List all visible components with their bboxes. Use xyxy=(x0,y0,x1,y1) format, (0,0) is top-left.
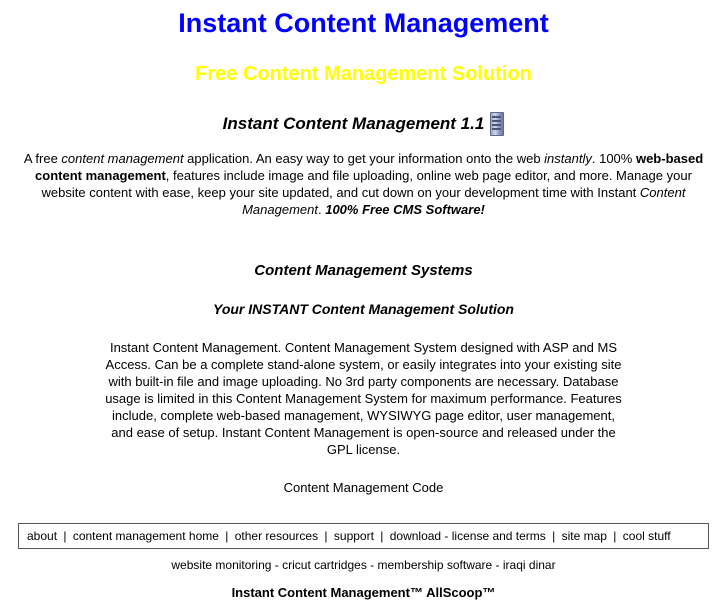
footer-nav-separator: | xyxy=(221,529,232,543)
footer-partner-link[interactable]: iraqi dinar xyxy=(502,558,556,572)
footer-partner-separator: - xyxy=(492,558,503,572)
footer-nav-item[interactable]: about xyxy=(27,529,58,543)
intro-text-5: . xyxy=(317,202,326,217)
server-icon xyxy=(490,112,504,136)
footer-copyright: Instant Content Management™ AllScoop™ xyxy=(231,585,496,600)
footer-nav[interactable] xyxy=(18,523,709,549)
footer-nav-item[interactable]: support xyxy=(333,529,374,543)
footer-nav-separator: | xyxy=(548,529,559,543)
intro-paragraph xyxy=(14,150,714,218)
footer-nav-item[interactable]: cool stuff xyxy=(622,529,671,543)
code-link[interactable]: Content Management Code xyxy=(283,480,444,495)
footer-nav-item[interactable]: content management home xyxy=(72,529,219,543)
section-title: Content Management Systems xyxy=(254,262,473,279)
footer-partner-separator: - xyxy=(271,558,283,572)
page-title: Instant Content Management xyxy=(178,8,549,38)
intro-strong-1: web-based content management xyxy=(35,151,704,183)
footer-nav-item[interactable]: other resources xyxy=(234,529,319,543)
page-subtitle: Free Content Management Solution xyxy=(195,63,532,85)
footer-partner-links[interactable] xyxy=(0,558,727,572)
section-subtitle: Your INSTANT Content Management Solution xyxy=(213,301,514,317)
footer-partner-link[interactable]: cricut cartridges xyxy=(282,558,367,572)
footer-nav-separator: | xyxy=(321,529,331,543)
footer-partner-separator: - xyxy=(366,558,378,572)
intro-em-1: content management xyxy=(61,151,184,166)
intro-strong-em: 100% Free CMS Software! xyxy=(325,202,485,217)
footer-partner-link[interactable]: membership software xyxy=(377,558,493,572)
section-body: Instant Content Management. Content Management System designed with ASP and MS Access. Can be a complete stand-alone system, or easily integrates into your existing site with built-in file and image uploading. No 3rd party components are necessary. Database usage is limited in this Content Management System for maximum performance. Features include, complete web-based management, WYSIWYG page editor, user management, and ease of setup. Instant Content Management is open-source and released under the GPL license. xyxy=(105,340,622,457)
footer-nav-item[interactable]: download - license and terms xyxy=(389,529,546,543)
intro-text-1: A free xyxy=(23,151,62,166)
footer-nav-item[interactable]: site map xyxy=(561,529,607,543)
product-name: Instant Content Management 1.1 xyxy=(222,114,485,133)
footer-nav-separator: | xyxy=(376,529,387,543)
footer-nav-separator: | xyxy=(60,529,70,543)
intro-text-2: application. An easy way to get your information onto the web xyxy=(183,151,545,166)
product-heading xyxy=(0,112,727,136)
footer-partner-link[interactable]: website monitoring xyxy=(171,558,272,572)
intro-text-3: . 100% xyxy=(591,151,636,166)
intro-em-2: instantly xyxy=(544,151,592,166)
intro-text-4: , features include image and file uploading, online web page editor, and more. Manage your website content with ease, keep your site updated, and cut down on your development time with Instant xyxy=(41,168,692,200)
footer-nav-separator: | xyxy=(609,529,620,543)
intro-em-3: Content Management xyxy=(242,185,686,217)
page-root xyxy=(0,8,727,600)
